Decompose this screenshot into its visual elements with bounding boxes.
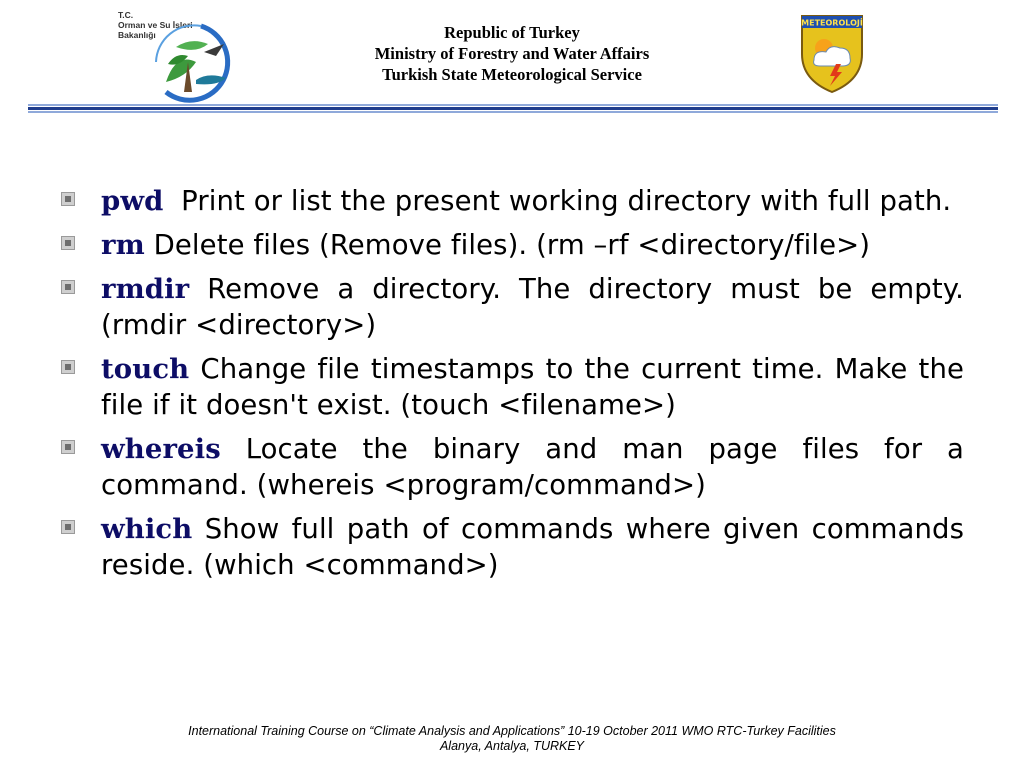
- bullet-square-icon: [61, 360, 75, 374]
- list-item: [58, 431, 964, 503]
- command-name: rmdir: [101, 273, 190, 305]
- header-divider: [28, 104, 998, 114]
- command-name: whereis: [101, 433, 221, 465]
- bullet-square-icon: [61, 236, 75, 250]
- ministry-logo-text: T.C. Orman ve Su İşleri Bakanlığı: [118, 10, 193, 40]
- command-description: Delete files (Remove files). (rm –rf <directory/file>): [153, 229, 871, 261]
- list-item: [58, 271, 964, 343]
- list-item: [58, 227, 964, 263]
- bullet-square-icon: [61, 440, 75, 454]
- command-description: Print or list the present working directory with full path.: [181, 185, 952, 217]
- title-service: Turkish State Meteorological Service: [382, 65, 642, 84]
- bullet-square-icon: [61, 280, 75, 294]
- command-name: pwd: [101, 185, 164, 217]
- command-name: rm: [101, 229, 145, 261]
- list-item: [58, 183, 964, 219]
- command-description: Change file timestamps to the current time. Make the file if it doesn't exist. (touch <filename>): [101, 353, 964, 421]
- list-item: [58, 351, 964, 423]
- command-description: Locate the binary and man page files for a command. (whereis <program/command>): [101, 433, 965, 501]
- bullet-square-icon: [61, 192, 75, 206]
- title-country: Republic of Turkey: [444, 23, 580, 42]
- footer-course-line: International Training Course on “Climate Analysis and Applications” 10-19 October 2011 WMO RTC-Turkey Facilities: [188, 724, 836, 738]
- command-description: Show full path of commands where given commands reside. (which <command>): [101, 513, 964, 581]
- header-titles: [300, 22, 724, 85]
- meteoroloji-emblem-icon: [800, 14, 864, 94]
- command-name: which: [101, 513, 193, 545]
- emblem-text: METEOROLOJİ: [801, 18, 863, 28]
- command-name: touch: [101, 353, 190, 385]
- list-item: [58, 511, 964, 583]
- ministry-emblem-icon: [146, 22, 246, 104]
- title-ministry: Ministry of Forestry and Water Affairs: [374, 44, 650, 63]
- ministry-logo: [118, 10, 248, 105]
- bullet-square-icon: [61, 520, 75, 534]
- command-description: Remove a directory. The directory must be empty. (rmdir <directory>): [101, 273, 965, 341]
- footer-location-line: Alanya, Antalya, TURKEY: [439, 739, 585, 753]
- command-list: [58, 183, 964, 591]
- slide-footer: [0, 724, 1024, 754]
